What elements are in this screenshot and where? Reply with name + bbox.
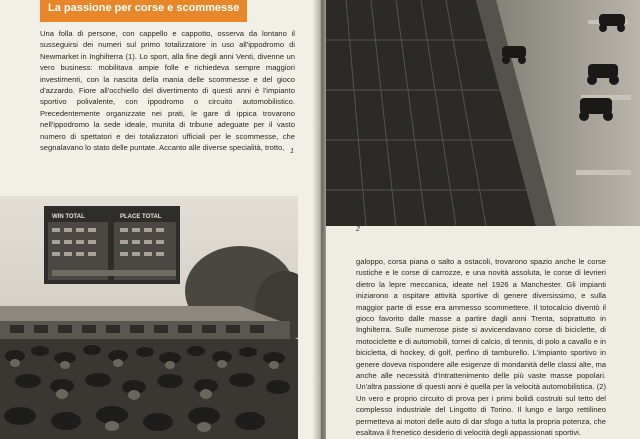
caption-number-2: 2 xyxy=(356,226,360,233)
board-left-label: WIN TOTAL xyxy=(52,214,85,220)
board-right-label: PLACE TOTAL xyxy=(120,214,162,220)
chapter-heading: La passione per corse e scommesse xyxy=(40,0,247,22)
right-body-text: galoppo, corsa piana o salto a ostacoli, trovarono spazio anche le corse rustiche e le corse di carrozze, e una novità assoluta, le corse di levrieri dietro la lepre meccanica, ideate nel 1926 a Manchester. Gli impianti iniziarono a ospitare attività sportive di genere diversissimo, e sulla maggior parte di esse era ammesso scommettere. Il totocalcio diventò il gioco favorito dalle masse a partire dagli anni Trenta, soprattutto in Inghilterra. Sulle numerose piste si avvicendavano corse di biciclette, di motociclette e di automobili, tornei di calcio, di tennis, di polo a cavallo e in bicicletta, di hockey, di golf, perfino di tamburello. L'impianto sportivo in genere doveva rispondere alle esigenze di mondanità delle classi alte, ma anche alle necessità d'intrattenimento delle più vaste masse popolari. Un'altra passione di questi anni è quella per la velocità automobilistica. (2) Un vero e proprio circuito di prova per i primi bolidi costruiti sul tetto del complesso industriale del Lingotto di Torino. Il lungo e largo rettilineo permetteva ai motori delle auto di dar sfogo a tutta la propria potenza, che esaltava il frenetico desiderio di velocità degli appassionati sportivi. xyxy=(356,257,606,438)
caption-number-1: 1 xyxy=(290,148,294,155)
crowd-photo-illustration xyxy=(0,196,298,439)
lingotto-track-photo xyxy=(326,0,640,226)
totalizator-crowd-photo xyxy=(0,196,298,439)
left-page xyxy=(0,0,318,439)
left-body-text: Una folla di persone, con cappello e cappotto, osserva da lontano il susseguirsi dei numeri sul primo totalizzatore in uso all'ippodromo di Newmarket in Inghilterra (1). Lo sport, alla fine degli anni Venti, divenne un vero business: mobilitava ampie folle e richiedeva sempre maggiori investimenti, con la nascita della mania delle scommesse e del gioco d'azzardo. Fiore all'occhiello del divertimento di questi anni è l'impianto sportivo polivalente, con ippodromo o circuito automobilistico. Precedentemente organizzate nei prati, le gare di ippica trovarono nell'ippodromo la sede ideale, munita di tribune adeguate per il vasto numero di spettatori e dei totalizzatori ufficiali per le scommesse, che segnalavano lo stato delle puntate. Accanto alle diverse specialità, trotto, xyxy=(40,29,295,153)
right-page xyxy=(326,0,640,439)
track-photo-illustration xyxy=(326,0,640,226)
